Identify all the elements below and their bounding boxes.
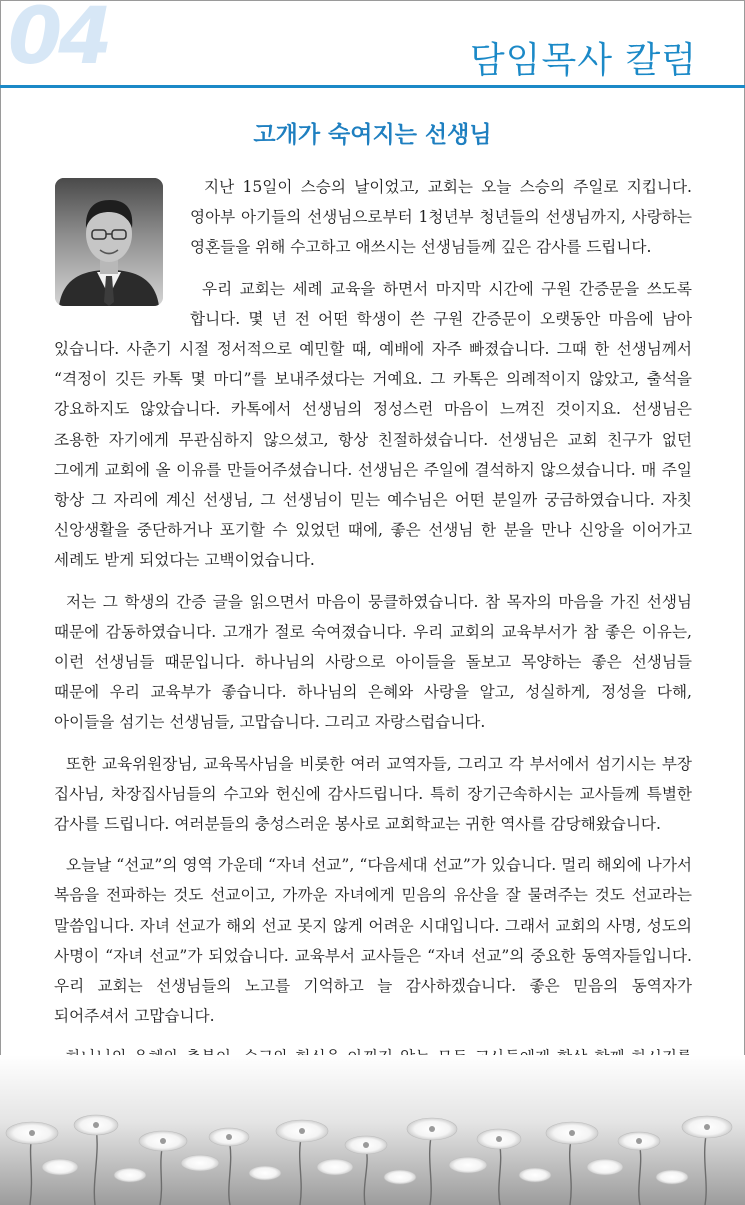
article-title: 고개가 숙여지는 선생님 — [253, 122, 492, 148]
section-number: 04 — [8, 0, 109, 82]
paragraph: 오늘날 “선교”의 영역 가운데 “자녀 선교”, “다음세대 선교”가 있습니다. 멀리 해외에 나가서 복음을 전파하는 것도 선교이고, 가까운 자녀에게 믿음의 유산을 잘 물려주는 것도 선교라는 말씀입니다. 자녀 선교가 해외 선교 못지 않게 어려운 시대입니다. 그래서 교회의 사명, 성도의 사명이 “자녀 선교”가 되었습니다. 교육부서 교사들은 “자녀 선교”의 중요한 동역자들입니다. 우리 교회는 선생님들의 노고를 기억하고 늘 감사하겠습니다. 좋은 믿음의 동역자가 되어주셔서 고맙습니다. — [54, 856, 692, 1026]
paragraph: 우리 교회는 세례 교육을 하면서 마지막 시간에 구원 간증문을 쓰도록 합니다. 몇 년 전 어떤 학생이 쓴 구원 간증문이 오랫동안 마음에 남아 있습니다. 사춘기 시절 정서적으로 예민할 때, 예배에 자주 빠졌습니다. 그때 한 선생님께서 “격정이 깃든 카톡 몇 마디”를 보내주셨다는 거예요. 그 카톡은 의례적이지 않았고, 출석을 강요하지도 않았습니다. 카톡에서 선생님의 정성스런 마음이 느껴진 것이지요. 선생님은 조용한 자기에게 무관심하지 않으셨고, 항상 친절하셨습니다. 선생님은 교회 친구가 없던 그에게 교회에 올 이유를 만들어주셨습니다. 선생님은 주일에 결석하지 않으셨습니다. 매 주일 항상 그 자리에 계신 선생님, 그 선생님이 믿는 예수님은 어떤 분일까 궁금하였습니다. 자칫 신앙생활을 중단하거나 포기할 수 있었던 때에, 좋은 선생님 한 분을 만나 신앙을 이어가고 세례도 받게 되었다는 고백이었습니다. — [54, 279, 692, 570]
section-title: 담임목사 칼럼 — [469, 40, 697, 81]
header-divider — [0, 85, 745, 88]
paragraph: 저는 그 학생의 간증 글을 읽으면서 마음이 뭉클하였습니다. 참 목자의 마음을 가진 선생님 때문에 감동하였습니다. 고개가 절로 숙여졌습니다. 우리 교회의 교육부서가 참 좋은 이유는, 이런 선생님들 때문입니다. 하나님의 사랑으로 아이들을 돌보고 목양하는 좋은 선생님들 때문에 우리 교육부가 좋습니다. 하나님의 은혜와 사랑을 알고, 성실하게, 정성을 다해, 아이들을 섬기는 선생님들, 고맙습니다. 그리고 자랑스럽습니다. — [54, 592, 692, 732]
flower-decoration-image — [0, 1055, 745, 1205]
paragraph: 또한 교육위원장님, 교육목사님을 비롯한 여러 교역자들, 그리고 각 부서에서 섬기시는 부장 집사님, 차장집사님들의 수고와 헌신에 감사드립니다. 특히 장기근속하시는 교사들께 특별한 감사를 드립니다. 여러분들의 충성스러운 봉사로 교회학교는 귀한 역사를 감당해왔습니다. — [54, 754, 692, 834]
photo-spacer — [54, 172, 190, 308]
article-body — [54, 172, 692, 1114]
column-header — [0, 0, 745, 95]
paragraph: 지난 15일이 스승의 날이었고, 교회는 오늘 스승의 주일로 지킵니다. 영아부 아기들의 선생님으로부터 1청년부 청년들의 선생님까지, 사랑하는 영혼들을 위해 수고하고 애쓰시는 선생님들께 깊은 감사를 드립니다. — [190, 178, 692, 257]
